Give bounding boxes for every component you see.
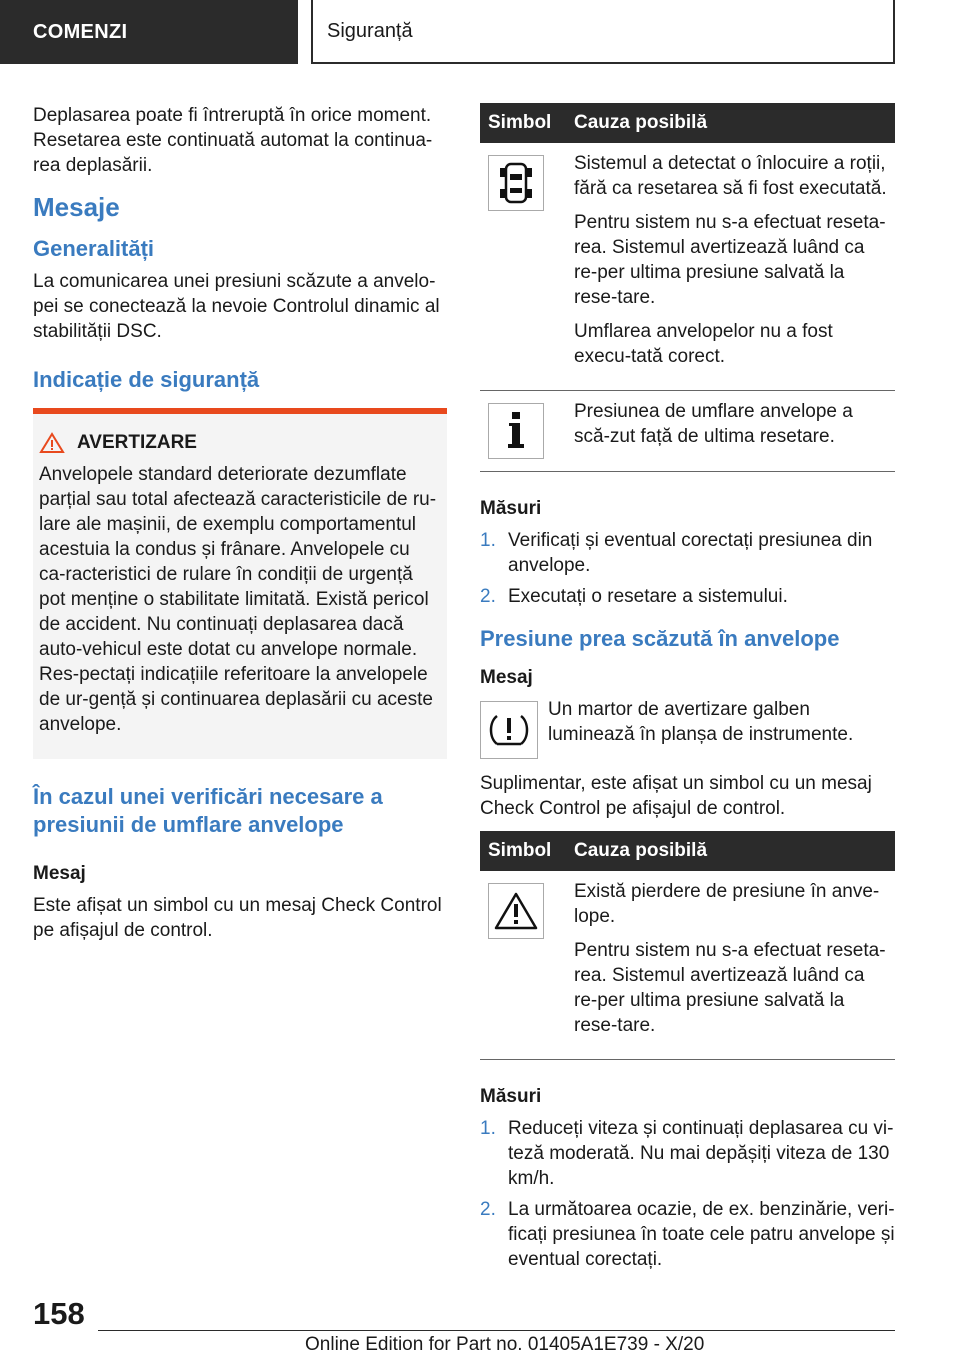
column-header-symbol: Simbol: [480, 103, 566, 143]
symbol-table-1: [480, 103, 895, 472]
section-label: COMENZI: [33, 20, 128, 43]
warning-title-row: [39, 432, 441, 454]
warning-triangle-icon: [488, 883, 544, 939]
table-header: [480, 103, 895, 143]
tire-pressure-warning-icon: [480, 701, 538, 759]
cause-line: Pentru sistem nu s-a efectuat reseta-rea. Sistemul avertizează luând ca re-per ultima presiune salvată la rese-tare.: [574, 940, 886, 1036]
step-text: La următoarea ocazie, de ex. benzinărie, veri-ficați presiunea în toate cele patru anvelope și eventual corectați.: [508, 1199, 895, 1270]
generalitati-paragraph: La comunicarea unei presiuni scăzute a anvelo-pei se conectează la nevoie Controlul dinamic al stabilității DSC.: [33, 271, 440, 342]
steps-list-2: [480, 1116, 895, 1272]
table-header: [480, 831, 895, 871]
heading-mesaj-right: Mesaj: [480, 667, 533, 688]
heading-mesaje: Mesaje: [33, 192, 120, 222]
warning-triangle-icon: [39, 432, 65, 454]
heading-masuri-1: Măsuri: [480, 498, 542, 519]
step-text: Reduceți viteza și continuați deplasarea cu vi-teză moderată. Nu mai depășiți viteza de 130 km/h.: [508, 1118, 894, 1189]
symbol-cell: [480, 143, 566, 391]
page-number: 158: [33, 1296, 85, 1331]
heading-verificari: În cazul unei verificări necesare a presiunii de umflare anvelope: [33, 784, 383, 837]
message-block: [480, 697, 895, 759]
cause-cell: [566, 871, 895, 1060]
list-item: [480, 1116, 895, 1191]
left-column: [33, 103, 447, 953]
car-tires-icon: [488, 155, 544, 211]
martor-paragraph: Un martor de avertizare galben luminează în planșa de instrumente.: [548, 699, 854, 745]
heading-presiune: Presiune prea scăzută în anvelope: [480, 626, 840, 651]
warning-title: AVERTIZARE: [77, 432, 197, 453]
warning-box: [33, 408, 447, 759]
cause-line: Presiunea de umflare anvelope a scă-zut față de ultima resetare.: [574, 401, 853, 447]
right-column: [480, 103, 895, 1288]
heading-indicatie: Indicație de siguranță: [33, 367, 260, 392]
table-row: [480, 143, 895, 391]
mesaj-paragraph: Este afișat un simbol cu un mesaj Check Control pe afișajul de control.: [33, 895, 442, 941]
heading-mesaj-left: Mesaj: [33, 863, 86, 884]
step-number: 1.: [480, 1118, 496, 1139]
footer-edition: Online Edition for Part no. 01405A1E739 - X/20: [305, 1334, 705, 1355]
cause-line: Există pierdere de presiune în anve-lope.: [574, 881, 880, 927]
step-text: Verificați și eventual corectați presiunea din anvelope.: [508, 530, 873, 576]
list-item: [480, 528, 895, 578]
step-number: 2.: [480, 1199, 496, 1220]
cause-line: Pentru sistem nu s-a efectuat reseta-rea. Sistemul avertizează luând ca re-per ultima presiune salvată la rese-tare.: [574, 212, 886, 308]
step-number: 2.: [480, 586, 496, 607]
cause-cell: [566, 391, 895, 472]
column-header-cause: Cauza posibilă: [566, 103, 895, 143]
info-icon: [488, 403, 544, 459]
table-row: [480, 871, 895, 1060]
heading-generalitati: Generalități: [33, 236, 155, 261]
step-number: 1.: [480, 530, 496, 551]
list-item: [480, 584, 895, 609]
suplimentar-paragraph: Suplimentar, este afișat un simbol cu un mesaj Check Control pe afișajul de control.: [480, 773, 872, 819]
cause-line: Umflarea anvelopelor nu a fost execu-tată corect.: [574, 321, 833, 367]
symbol-cell: [480, 391, 566, 472]
list-item: [480, 1197, 895, 1272]
symbol-cell: [480, 871, 566, 1060]
table-row: [480, 391, 895, 472]
column-header-cause: Cauza posibilă: [566, 831, 895, 871]
intro-paragraph: Deplasarea poate fi întreruptă în orice moment. Resetarea este continuată automat la continua-rea deplasării.: [33, 105, 433, 176]
symbol-table-2: [480, 831, 895, 1060]
chapter-label: Siguranță: [327, 19, 413, 42]
column-header-symbol: Simbol: [480, 831, 566, 871]
step-text: Executați o resetare a sistemului.: [508, 586, 788, 607]
section-tab: [0, 0, 298, 64]
cause-line: Sistemul a detectat o înlocuire a roții, fără ca resetarea să fi fost executată.: [574, 153, 887, 199]
chapter-tab: [311, 0, 895, 64]
warning-text: Anvelopele standard deteriorate dezumflate parțial sau total afectează caracteristicile de ru-lare ale mașinii, de exemplu comportamentul acestuia la condus și frânare. Anvelopele cu ca-racteristici de rulare în condiții de urgență pot menține o stabilitate limitată. Există pericol de accident. Nu continuați deplasarea dacă auto-vehicul este dotat cu anvelope normale. Res-pectați indicațiile referitoare la anvelopele de ur-gență și continuarea deplasării cu aceste anvelope.: [39, 464, 437, 735]
cause-cell: [566, 143, 895, 391]
footer-divider: [98, 1330, 895, 1331]
steps-list-1: [480, 528, 895, 609]
heading-masuri-2: Măsuri: [480, 1086, 542, 1107]
